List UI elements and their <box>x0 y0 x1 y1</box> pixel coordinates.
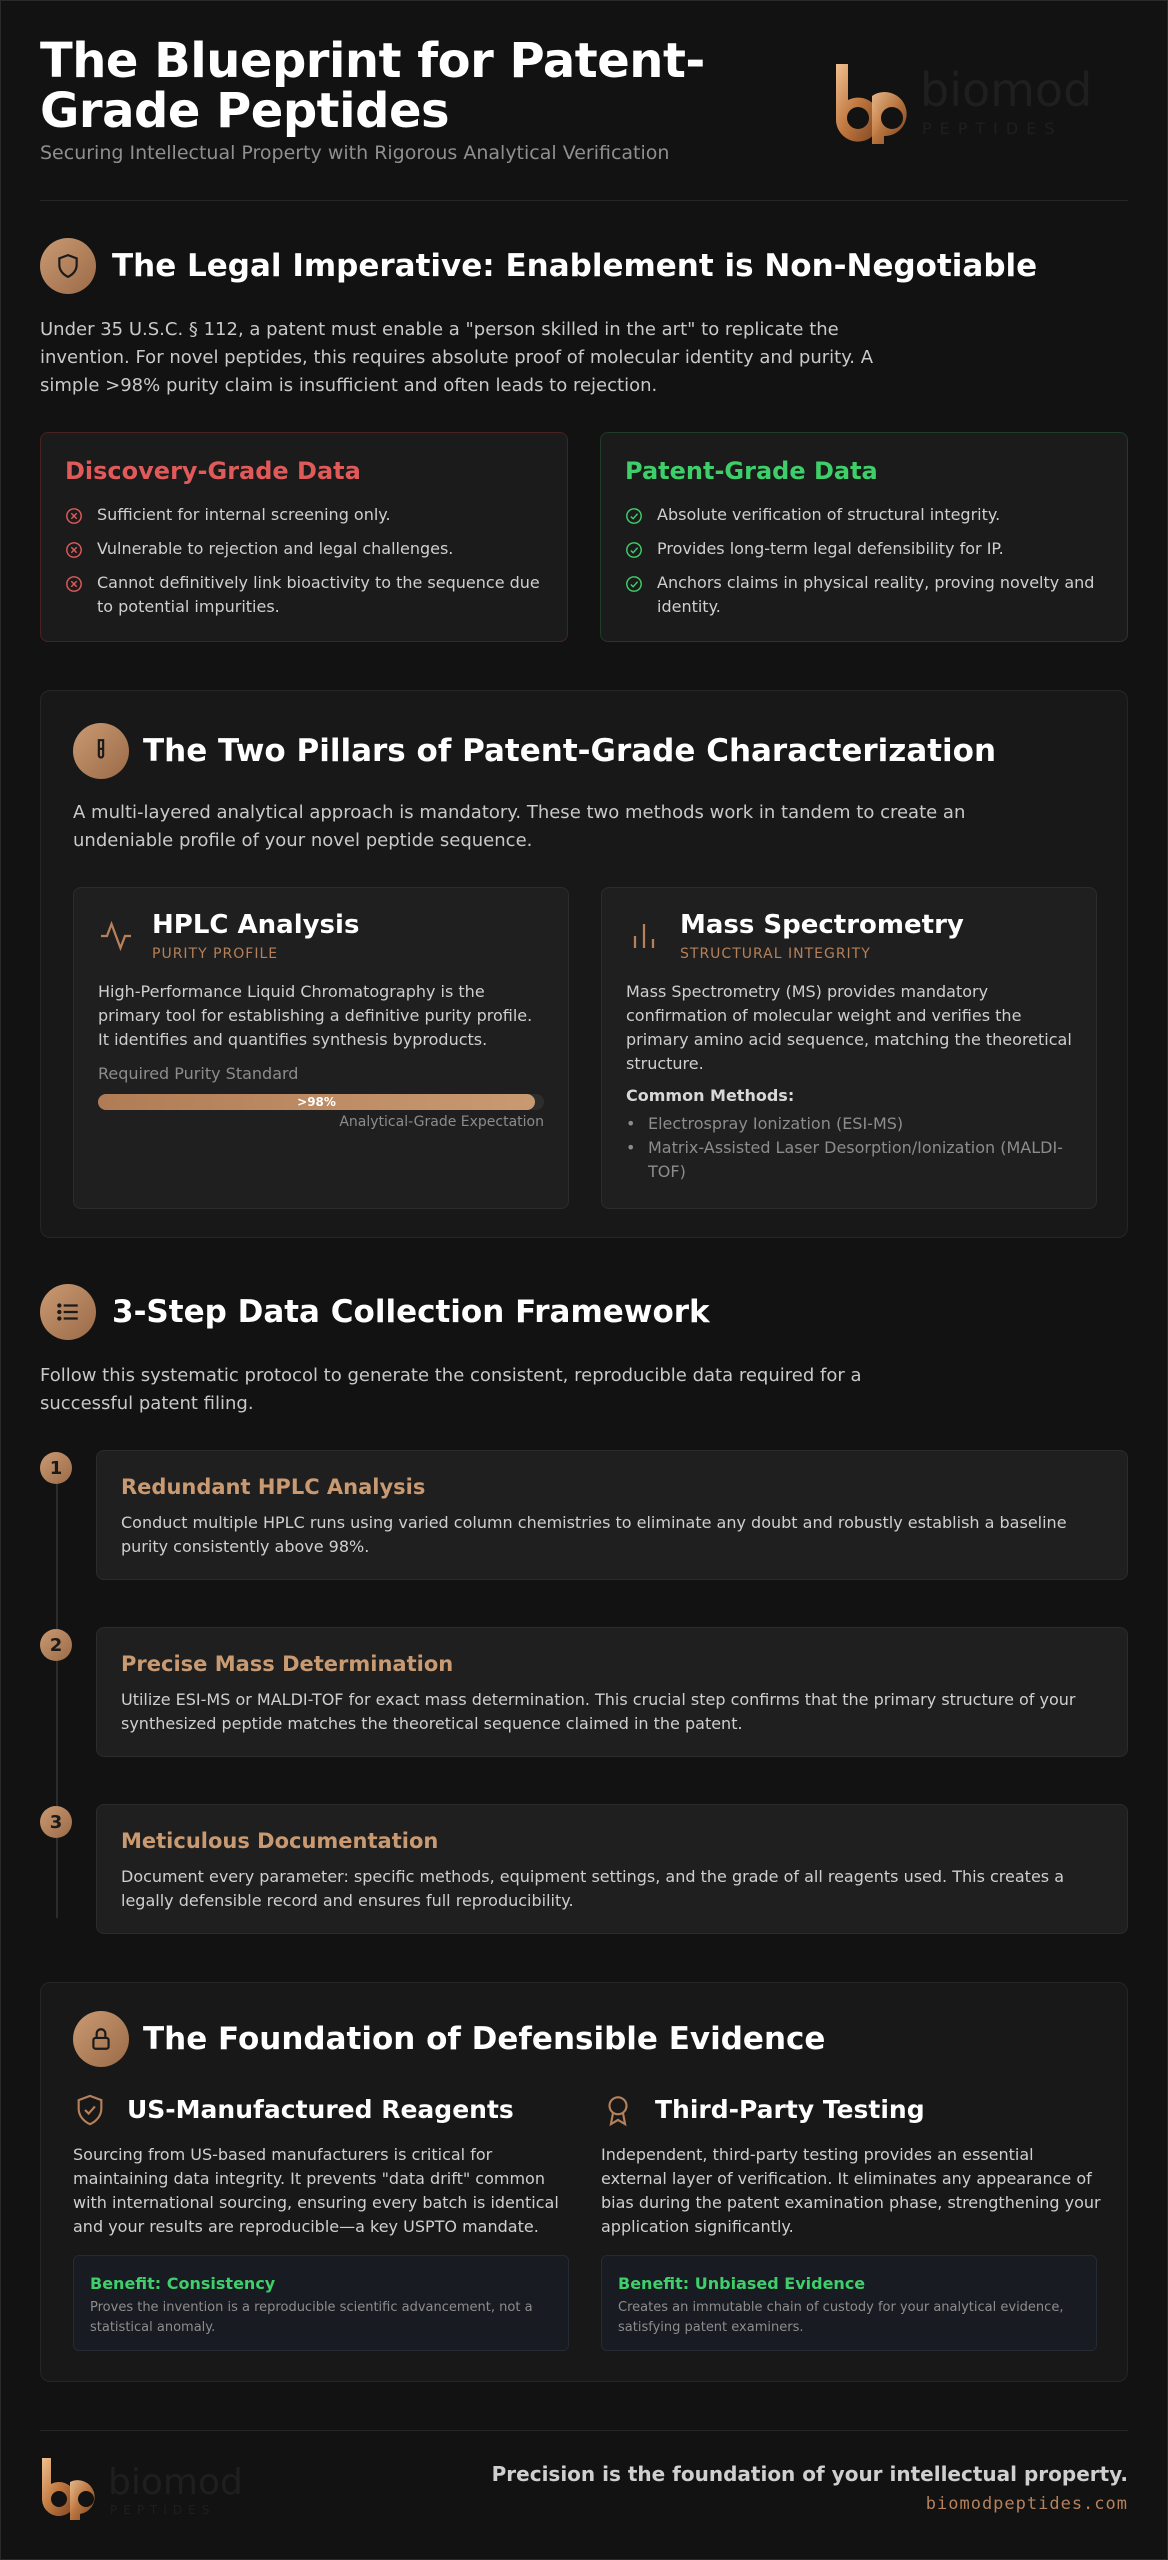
step-title: Meticulous Documentation <box>121 1829 439 1853</box>
pillars-text: A multi-layered analytical approach is mandatory. These two methods work in tandem to create an undeniable profile of your novel peptide sequence. <box>73 802 966 851</box>
testing-text: Independent, third-party testing provides an essential external layer of verification. It eliminates any appearance of bias during the patent examination phase, strengthening your application significantly. <box>601 2145 1101 2236</box>
framework-text: Follow this systematic protocol to generate the consistent, reproducible data required for a successful patent filing. <box>40 1365 862 1414</box>
footer-url[interactable]: biomodpeptides.com <box>925 2494 1128 2514</box>
shield-icon <box>40 238 96 294</box>
purity-bar-fill: >98% <box>98 1094 535 1110</box>
check-circle-icon <box>625 541 643 559</box>
step-text: Utilize ESI-MS or MALDI-TOF for exact mass determination. This crucial step confirms that the primary structure of your synthesized peptide matches the theoretical sequence claimed in the patent. <box>121 1690 1076 1733</box>
step-number: 3 <box>40 1806 72 1838</box>
header-logo <box>832 62 1132 144</box>
step-number: 2 <box>40 1629 72 1661</box>
svg-text:biomod: biomod <box>920 63 1093 117</box>
timeline-line <box>56 1468 58 1918</box>
x-circle-icon <box>65 575 83 593</box>
award-icon <box>601 2093 635 2131</box>
step-card <box>96 1627 1128 1757</box>
purity-bar-caption: Analytical-Grade Expectation <box>339 1114 544 1130</box>
list-item: Anchors claims in physical reality, proving novelty and identity. <box>625 571 1105 619</box>
hplc-card <box>73 887 569 1209</box>
list-item: Provides long-term legal defensibility for IP. <box>625 537 1105 561</box>
list-item: Cannot definitively link bioactivity to the sequence due to potential impurities. <box>65 571 545 619</box>
check-circle-icon <box>625 507 643 525</box>
legal-text: Under 35 U.S.C. § 112, a patent must enable a "person skilled in the art" to replicate the invention. For novel peptides, this requires absolute proof of molecular identity and purity. A simple >98% purity claim is insufficient and often leads to rejection. <box>40 319 874 396</box>
benefit-text: Proves the invention is a reproducible scientific advancement, not a statistical anomaly. <box>90 2300 533 2335</box>
list-item: Sufficient for internal screening only. <box>65 503 545 527</box>
lock-icon <box>73 2011 129 2067</box>
benefit-text: Creates an immutable chain of custody for your analytical evidence, satisfying patent examiners. <box>618 2300 1064 2335</box>
list-item: Absolute verification of structural integrity. <box>625 503 1105 527</box>
discovery-grade-card <box>40 432 568 642</box>
biomod-logo-icon <box>832 62 1132 144</box>
shield-check-icon <box>73 2093 107 2131</box>
step-title: Precise Mass Determination <box>121 1652 454 1676</box>
reagents-title: US-Manufactured Reagents <box>127 2095 514 2124</box>
page-subtitle: Securing Intellectual Property with Rigorous Analytical Verification <box>40 142 670 164</box>
pillars-title: The Two Pillars of Patent-Grade Characterization <box>143 733 997 769</box>
discovery-grade-title: Discovery-Grade Data <box>65 457 361 485</box>
biomod-logo-icon <box>40 2456 280 2520</box>
list-item: • Electrospray Ionization (ESI-MS) <box>626 1114 904 1133</box>
legal-section-title: The Legal Imperative: Enablement is Non-Negotiable <box>112 248 1038 284</box>
step-card <box>96 1450 1128 1580</box>
pillars-panel <box>40 690 1128 1238</box>
consistency-benefit <box>73 2255 569 2351</box>
methods-title: Common Methods: <box>626 1086 795 1105</box>
reagents-text: Sourcing from US-based manufacturers is critical for maintaining data integrity. It prevents "data drift" common with international sourcing, ensuring every batch is identical and your results are reproducible—a key USPTO mandate. <box>73 2145 559 2236</box>
patent-grade-title: Patent-Grade Data <box>625 457 878 485</box>
purity-bar <box>98 1094 544 1110</box>
hplc-subtitle: PURITY PROFILE <box>152 946 279 962</box>
x-circle-icon <box>65 507 83 525</box>
svg-text:PEPTIDES: PEPTIDES <box>110 2503 216 2517</box>
svg-text:biomod: biomod <box>108 2462 243 2503</box>
list-item: Vulnerable to rejection and legal challenges. <box>65 537 545 561</box>
list-item: • Matrix-Assisted Laser Desorption/Ionization (MALDI-TOF) <box>626 1138 1063 1181</box>
benefit-title: Benefit: Unbiased Evidence <box>618 2274 866 2293</box>
mass-spec-text: Mass Spectrometry (MS) provides mandatory confirmation of molecular weight and verifies the primary amino acid sequence, matching the theoretical structure. <box>626 982 1072 1073</box>
hplc-title: HPLC Analysis <box>152 910 360 940</box>
check-circle-icon <box>625 575 643 593</box>
list-icon <box>40 1284 96 1340</box>
header-divider <box>40 200 1128 201</box>
footer-logo <box>40 2456 280 2520</box>
step-card <box>96 1804 1128 1934</box>
purity-bar-label: Required Purity Standard <box>98 1064 299 1083</box>
step-text: Document every parameter: specific methods, equipment settings, and the grade of all reagents used. This creates a legally defensible record and ensures full reproducibility. <box>121 1867 1065 1910</box>
step-title: Redundant HPLC Analysis <box>121 1475 426 1499</box>
activity-icon <box>98 918 134 958</box>
patent-grade-card <box>600 432 1128 642</box>
step-number: 1 <box>40 1452 72 1484</box>
foundation-panel <box>40 1982 1128 2382</box>
hplc-text: High-Performance Liquid Chromatography is the primary tool for establishing a definitive purity profile. It identifies and quantifies synthesis byproducts. <box>98 982 533 1049</box>
footer-divider <box>40 2430 1128 2431</box>
svg-text:PEPTIDES: PEPTIDES <box>922 119 1063 138</box>
unbiased-benefit <box>601 2255 1097 2351</box>
x-circle-icon <box>65 541 83 559</box>
mass-spec-subtitle: STRUCTURAL INTEGRITY <box>680 946 871 962</box>
mass-spec-card <box>601 887 1097 1209</box>
footer-tagline: Precision is the foundation of your intellectual property. <box>491 2462 1128 2486</box>
step-text: Conduct multiple HPLC runs using varied column chemistries to eliminate any doubt and robustly establish a baseline purity consistently above 98%. <box>121 1513 1067 1556</box>
bar-chart-icon <box>626 918 662 958</box>
foundation-title: The Foundation of Defensible Evidence <box>143 2021 826 2057</box>
framework-title: 3-Step Data Collection Framework <box>112 1294 710 1330</box>
test-tube-icon <box>73 723 129 779</box>
mass-spec-title: Mass Spectrometry <box>680 910 964 940</box>
benefit-title: Benefit: Consistency <box>90 2274 276 2293</box>
page-title: The Blueprint for Patent-Grade Peptides <box>40 33 705 139</box>
testing-title: Third-Party Testing <box>655 2095 925 2124</box>
